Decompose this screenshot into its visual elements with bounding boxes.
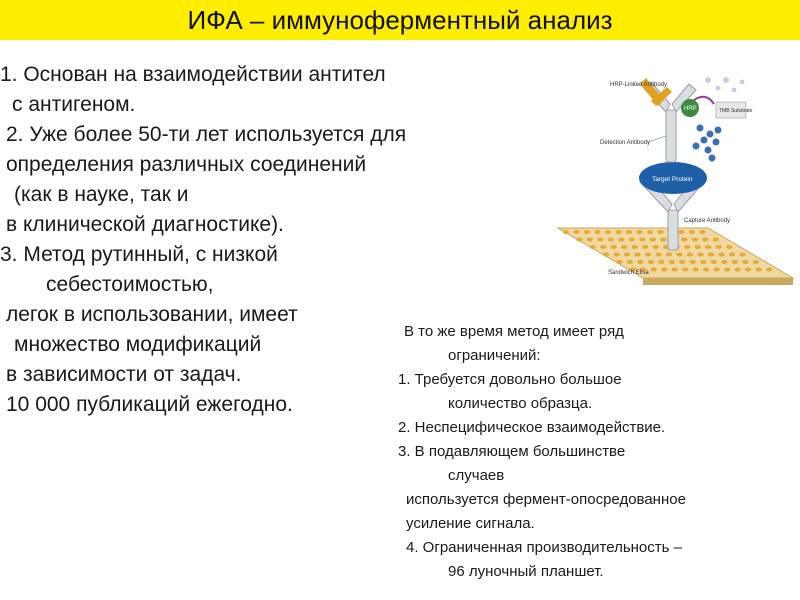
plate-well (590, 245, 596, 249)
right-line: 1. Требуется довольно большое (398, 371, 622, 388)
plate-well (626, 230, 632, 234)
plate-well (634, 253, 640, 257)
tmb-substrate-dots (693, 125, 722, 162)
right-line: 96 луночный планшет. (448, 563, 604, 580)
right-line: 3. В подавляющем большинстве (398, 443, 626, 460)
plate-well (705, 245, 711, 249)
plate-well (655, 253, 661, 257)
detection-callout-line (648, 136, 666, 142)
plate-well (615, 230, 621, 234)
left-line: (как в науке, так и (14, 183, 189, 206)
plate-well (594, 230, 600, 234)
plate-well (603, 253, 609, 257)
plate-well (766, 268, 772, 272)
left-line: в клинической диагностике). (6, 213, 284, 236)
plate-well (732, 260, 738, 264)
plate-well (678, 230, 684, 234)
right-line: ограничений: (448, 347, 541, 364)
left-line: множество модификаций (14, 333, 262, 356)
slide-title: ИФА – иммуноферментный анализ (187, 4, 613, 35)
plate-well (657, 230, 663, 234)
plate-well (605, 230, 611, 234)
plate-well (726, 245, 732, 249)
left-line: с антигеном. (12, 93, 136, 116)
plate-well (650, 238, 656, 242)
plate-well (708, 253, 714, 257)
substrate-bubbles (705, 77, 745, 93)
plate-well (690, 260, 696, 264)
plate-well (653, 245, 659, 249)
left-line: 2. Уже более 50-ти лет используется для (6, 123, 407, 146)
plate-well (672, 268, 678, 272)
plate-well (692, 238, 698, 242)
plate-well (716, 245, 722, 249)
right-line: количество образца. (448, 395, 593, 412)
left-line: себестоимостью, (46, 273, 214, 296)
plate-well (713, 238, 719, 242)
left-line: в зависимости от задач. (6, 363, 242, 386)
plate-well (576, 238, 582, 242)
plate-well (699, 230, 705, 234)
plate-well (587, 238, 593, 242)
plate-well (573, 230, 579, 234)
plate-well (721, 260, 727, 264)
plate-well (702, 238, 708, 242)
plate-well (597, 238, 603, 242)
plate-well (621, 245, 627, 249)
left-line: 1. Основан на взаимодействии антител (0, 63, 386, 86)
plate-well (613, 253, 619, 257)
plate-well (753, 260, 759, 264)
plate-well (627, 260, 633, 264)
plate-well (703, 268, 709, 272)
plate-well (642, 245, 648, 249)
plate-well (618, 238, 624, 242)
left-line: легок в использовании, имеет (6, 303, 298, 326)
plate-well (697, 253, 703, 257)
plate-well (666, 253, 672, 257)
right-line: 2. Неспецифическое взаимодействие. (398, 419, 666, 436)
plate-well (661, 268, 667, 272)
plate-well (608, 238, 614, 242)
plate-well (636, 230, 642, 234)
plate-well (729, 253, 735, 257)
plate-well (711, 260, 717, 264)
detection-antibody-label: Detection Antibody (600, 140, 651, 146)
plate-well (684, 245, 690, 249)
plate-well (660, 238, 666, 242)
plate-well (611, 245, 617, 249)
title-bar (0, 0, 800, 40)
plate-well (645, 253, 651, 257)
plate-well (600, 245, 606, 249)
sandwich-elisa-diagram (548, 70, 798, 295)
plate-well (739, 253, 745, 257)
plate-edge (643, 278, 793, 285)
plate-label: Sandwich Elisa (608, 270, 649, 276)
plate-well (689, 230, 695, 234)
plate-well (681, 238, 687, 242)
plate-well (687, 253, 693, 257)
plate-well (624, 253, 630, 257)
plate-well (676, 253, 682, 257)
tmb-substrate-label: TMB Substrate (719, 108, 753, 114)
plate-well (756, 268, 762, 272)
plate-well (742, 260, 748, 264)
plate-well (651, 268, 657, 272)
plate-well (632, 245, 638, 249)
plate-well (735, 268, 741, 272)
plate-well (629, 238, 635, 242)
left-line: определения различных соединений (6, 153, 367, 176)
plate-well (695, 245, 701, 249)
plate-well (584, 230, 590, 234)
hrp-antibody-label: HRP-Linked Antibody (610, 82, 668, 88)
hrp-tag-label: HRP (684, 106, 697, 112)
plate-well (563, 230, 569, 234)
plate-well (718, 253, 724, 257)
plate-well (648, 260, 654, 264)
right-line: усиление сигнала. (406, 515, 535, 532)
plate-well (745, 268, 751, 272)
right-line: В то же время метод имеет ряд (404, 323, 624, 340)
left-line: 10 000 публикаций ежегодно. (6, 393, 293, 416)
left-line: 3. Метод рутинный, с низкой (0, 243, 278, 266)
plate-well (679, 260, 685, 264)
plate-well (693, 268, 699, 272)
plate-well (616, 260, 622, 264)
capture-antibody-label: Capture Antibody (684, 218, 731, 224)
plate-well (682, 268, 688, 272)
plate-well (658, 260, 664, 264)
right-line: 4. Ограниченная производительность – (406, 539, 682, 556)
plate-well (700, 260, 706, 264)
right-line: случаев (448, 467, 505, 484)
plate-well (669, 260, 675, 264)
plate-well (639, 238, 645, 242)
right-text-block (392, 320, 792, 584)
plate-well (647, 230, 653, 234)
target-protein-label: Target Protein (652, 176, 693, 183)
plate-well (724, 268, 730, 272)
plate-well (714, 268, 720, 272)
plate-well (637, 260, 643, 264)
right-line: используется фермент-опосредованное (406, 491, 686, 508)
